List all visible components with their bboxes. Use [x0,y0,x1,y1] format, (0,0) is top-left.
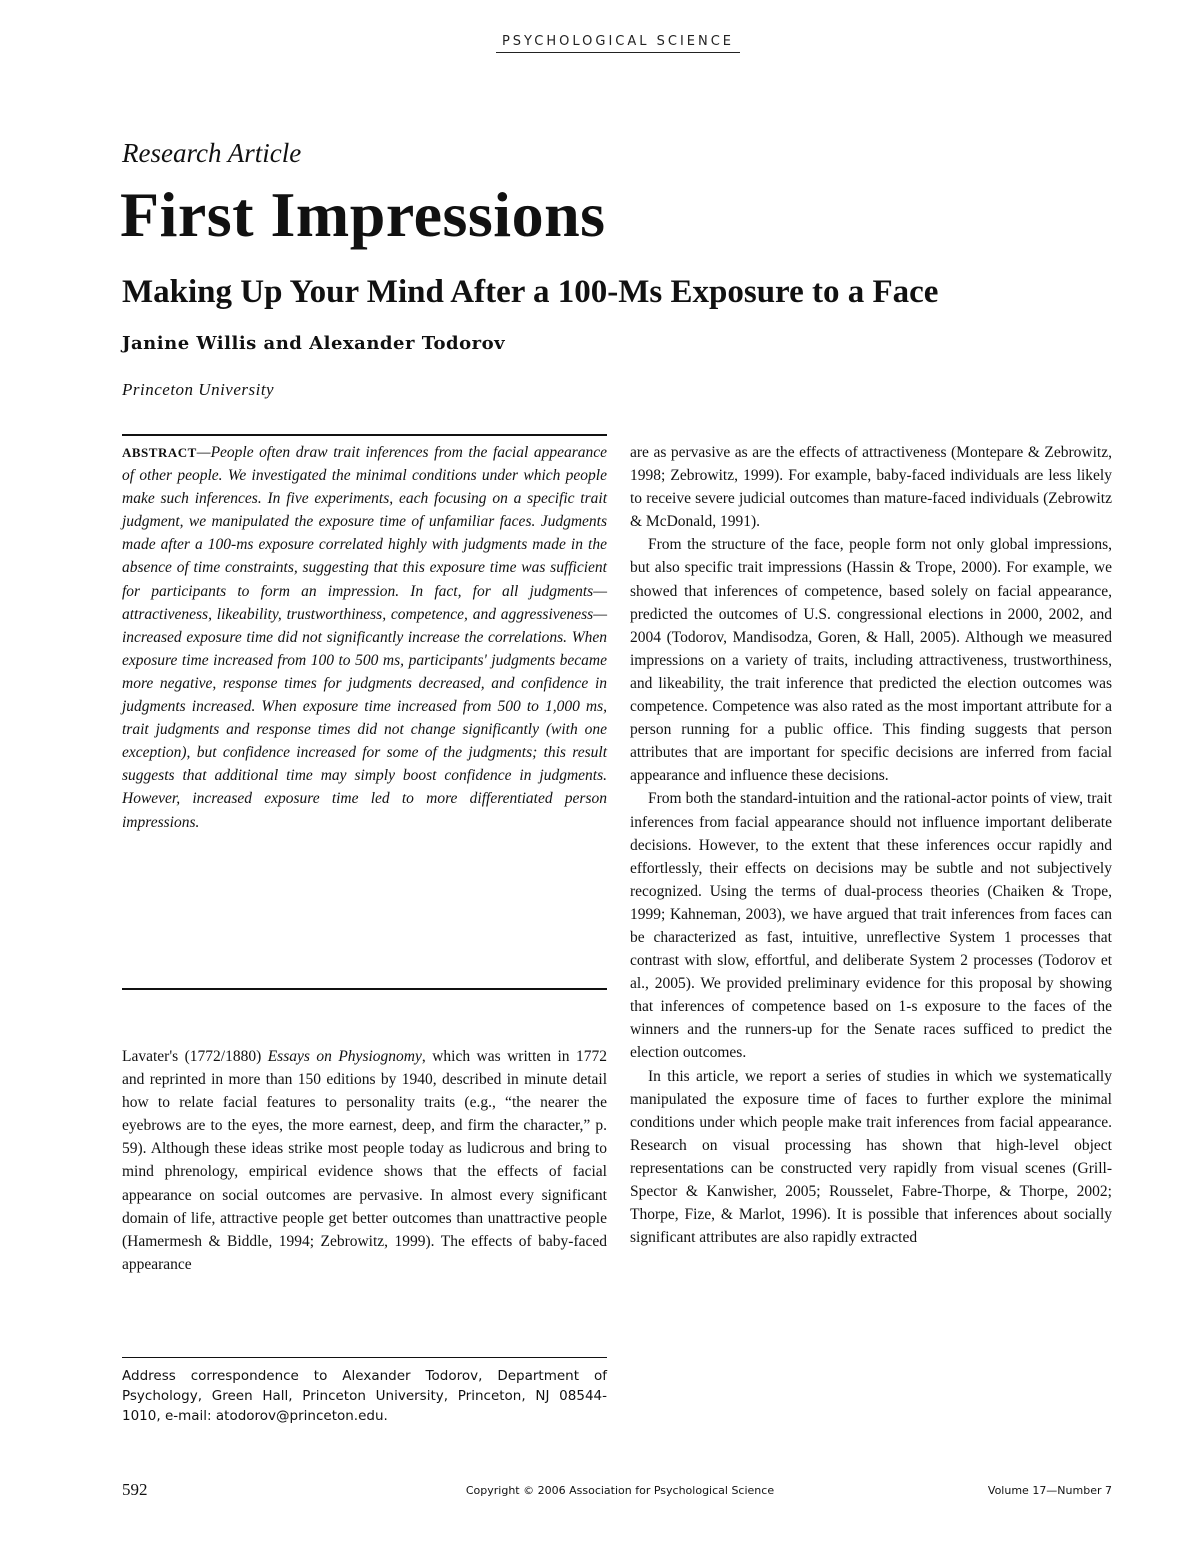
body-left-column [122,1045,607,1276]
book-title: Essays on Physiognomy [267,1048,422,1065]
article-type: Research Article [122,138,302,168]
volume-issue: Volume 17—Number 7 [987,1484,1112,1497]
journal-name: PSYCHOLOGICAL SCIENCE [496,34,740,53]
abstract-label: ABSTRACT [122,445,197,460]
copyright-line: Copyright © 2006 Association for Psychological Science [465,1484,775,1497]
intro-paragraph [122,1045,607,1276]
abstract-bottom-rule [122,988,607,990]
paragraph-4: In this article, we report a series of studies in which we systematically manipulated the exposure time of faces to further explore the minimal conditions under which people make trait inferences from facial appearance. Research on visual processing has shown that high-level object representations can be constructed very rapidly from visual scenes (Grill-Spector & Kanwisher, 2005; Rousselet, Fabre-Thorpe, & Thorpe, 2002; Thorpe, Fize, & Marlot, 1996). It is possible that inferences about socially significant attributes are also rapidly extracted [630,1067,1112,1247]
page-number: 592 [122,1480,148,1499]
abstract-text: —People often draw trait inferences from the facial appearance of other people. We investigated the minimal conditions under which people make such inferences. In five experiments, each focusing on a specific trait judgment, we manipulated the exposure time of unfamiliar faces. Judgments made after a 100-ms exposure correlated highly with judgments made in the absence of time constraints, suggesting that this exposure time was sufficient for participants to form an impression. In fact, for all judgments—attractiveness, likeability, trustworthiness, competence, and aggressiveness—increased exposure time did not significantly increase the correlations. When exposure time increased from 100 to 500 ms, participants' judgments became more negative, response times for judgments decreased, and confidence in judgments increased. When exposure time increased from 500 to 1,000 ms, trait judgments and response times did not change significantly (with one exception), but confidence increased for some of the judgments; this result suggests that additional time may simply boost confidence in judgments. However, increased exposure time led to more differentiated person impressions. [122,444,607,831]
body-right-column [630,441,1112,1249]
paragraph-3: From both the standard-intuition and the rational-actor points of view, trait inferences from facial appearance should not influence important deliberate decisions. However, to the extent that these inferences occur rapidly and effortlessly, their effects on decisions may be subtle and not subjectively recognized. Using the terms of dual-process theories (Chaiken & Trope, 1999; Kahneman, 2003), we have argued that trait inferences from faces can be characterized as fast, intuitive, unreflective System 1 processes that contrast with slow, effortful, and deliberate System 2 processes (Todorov et al., 2005). We provided preliminary evidence for this proposal by showing that inferences of competence based on 1-s exposure to the faces of the winners and the runners-up for the Senate races sufficed to predict the election outcomes. [630,790,1112,1062]
footnote-rule [122,1357,607,1358]
intro-text-rest: , which was written in 1772 and reprinted in more than 150 editions by 1940, described in minute detail how to relate facial features to personality traits (e.g., “the nearer the eyebrows are to the eyes, the more earnest, deep, and firm the character,” p. 59). Although these ideas strike most people today as ludicrous and bring to mind phrenology, empirical evidence shows that the effects of facial appearance on social outcomes are pervasive. In almost every significant domain of life, attractive people get better outcomes than unattractive people (Hamermesh & Biddle, 1994; Zebrowitz, 1999). The effects of baby-faced appearance [122,1048,608,1273]
author-affiliation: Princeton University [122,380,275,399]
author-list: Janine Willis and Alexander Todorov [122,333,506,354]
abstract-top-rule [122,434,607,436]
intro-text-start: Lavater's (1772/1880) [122,1048,268,1065]
paragraph-2: From the structure of the face, people form not only global impressions, but also specific trait impressions (Hassin & Trope, 2000). For example, we showed that inferences of competence, based solely on facial appearance, predicted the outcomes of U.S. congressional elections in 2000, 2002, and 2004 (Todorov, Mandisodza, Goren, & Hall, 2005). Although we measured impressions on a variety of traits, including attractiveness, trustworthiness, and likeability, the trait inference that predicted the election outcomes was competence. Competence was also rated as the most important attribute for a person running for a public office. This finding suggests that person attributes that are important for specific decisions are inferred from facial appearance and influence these decisions. [630,536,1112,785]
abstract [122,441,607,834]
article-title: First Impressions [120,179,606,250]
article-subtitle: Making Up Your Mind After a 100-Ms Exposure to a Face [122,274,939,310]
correspondence-footnote: Address correspondence to Alexander Todorov, Department of Psychology, Green Hall, Princeton University, Princeton, NJ 08544-1010, e-mail: atodorov@princeton.edu. [122,1368,607,1424]
paragraph-1: are as pervasive as are the effects of attractiveness (Montepare & Zebrowitz, 1998; Zebrowitz, 1999). For example, baby-faced individuals are less likely to receive severe judicial outcomes than mature-faced individuals (Zebrowitz & McDonald, 1991). [630,444,1112,531]
